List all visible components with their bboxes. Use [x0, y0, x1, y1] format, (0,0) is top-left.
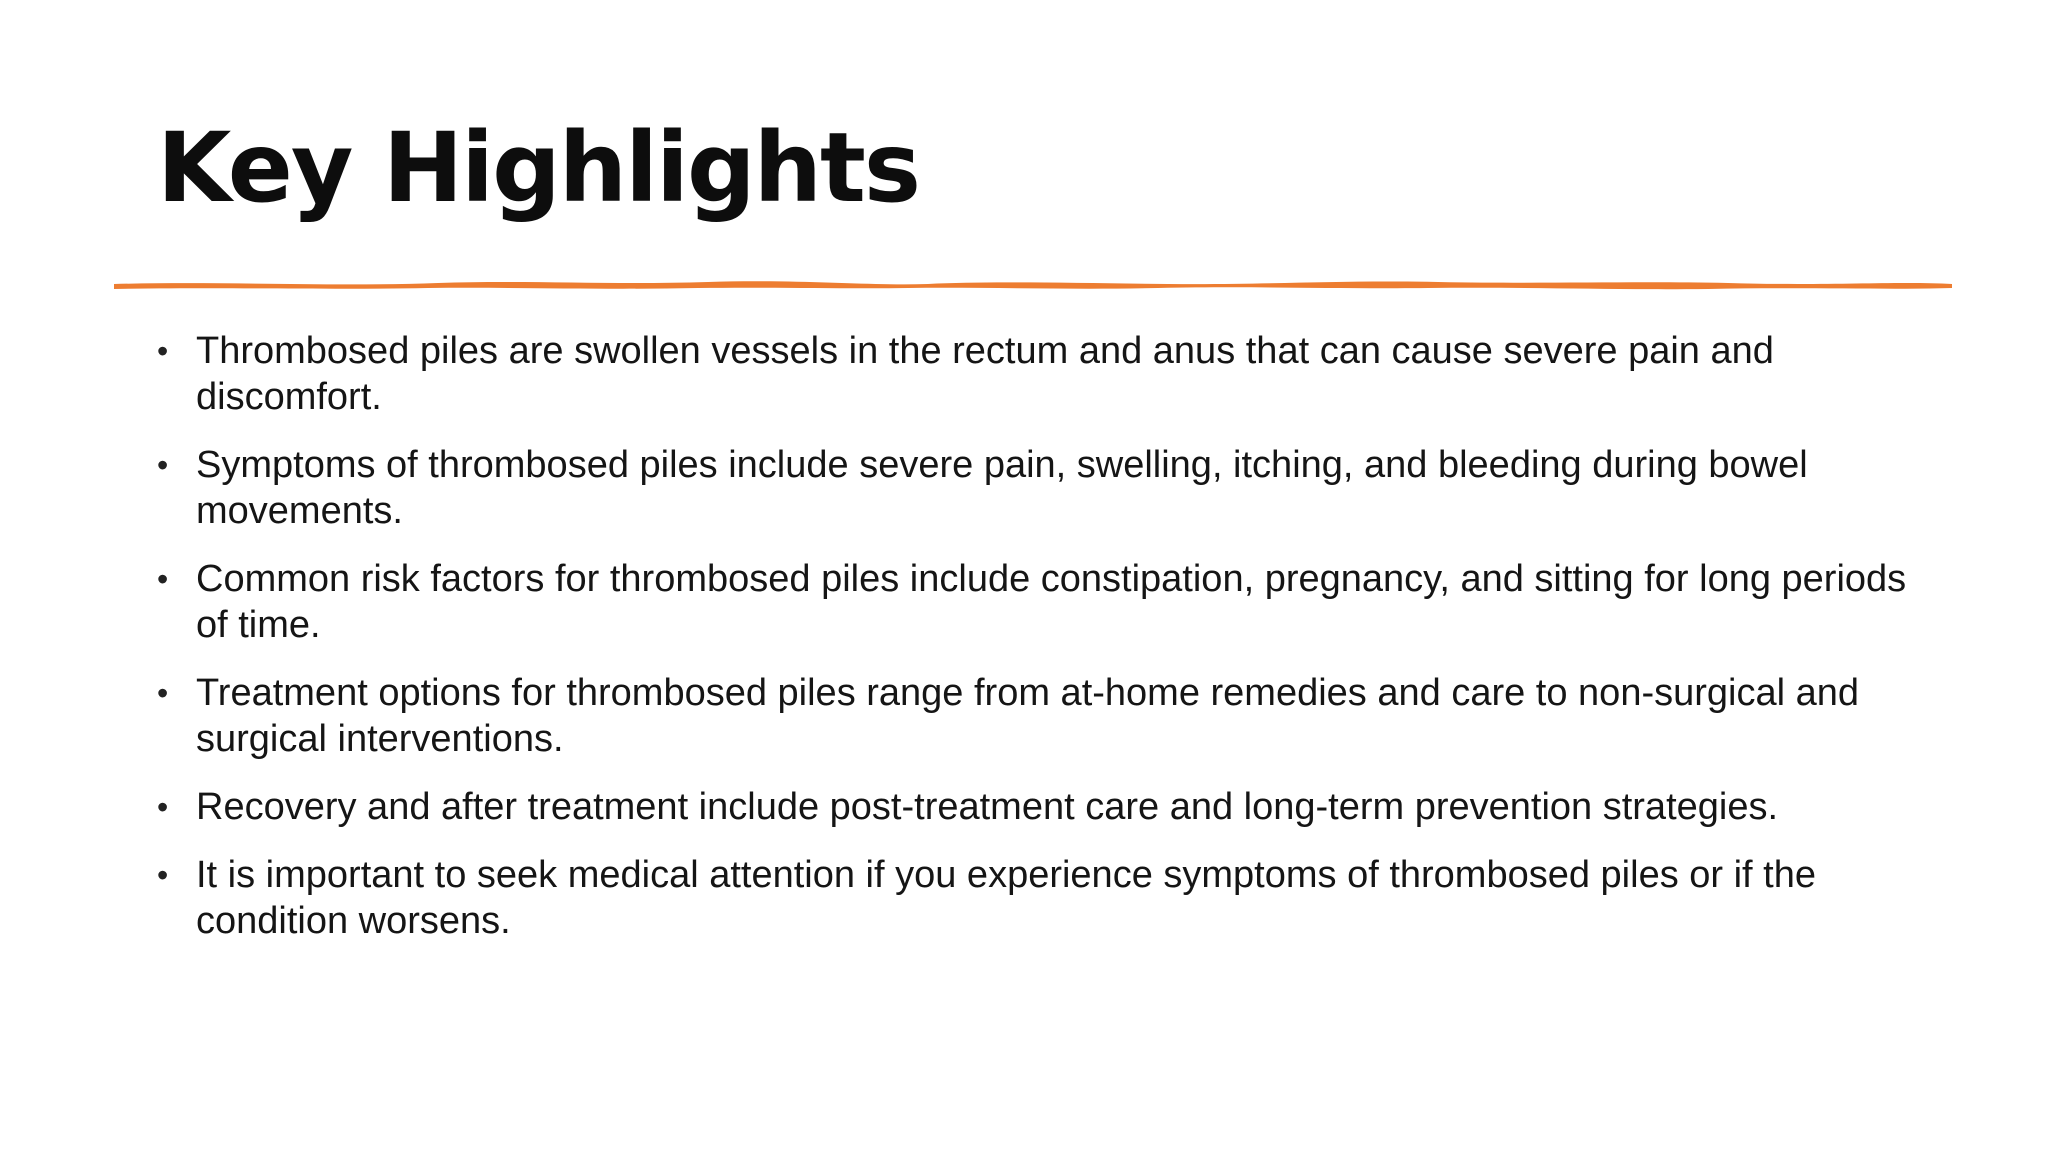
bullet-item	[157, 556, 1937, 648]
bullet-text: It is important to seek medical attention if you experience symptoms of thrombosed piles or if the condition worsens.	[196, 854, 1816, 942]
bullet-point-icon: •	[157, 561, 169, 597]
bullet-item	[157, 328, 1937, 420]
bullet-point-icon: •	[157, 447, 169, 483]
bullet-point-icon: •	[157, 789, 169, 825]
bullet-text: Thrombosed piles are swollen vessels in the rectum and anus that can cause severe pain and discomfort.	[196, 330, 1774, 418]
bullet-text: Treatment options for thrombosed piles range from at-home remedies and care to non-surgical and surgical interventions.	[196, 672, 1860, 760]
bullet-point-icon: •	[157, 675, 169, 711]
bullet-text: Symptoms of thrombosed piles include severe pain, swelling, itching, and bleeding during bowel movements.	[196, 444, 1808, 532]
slide-title: Key Highlights	[157, 112, 920, 224]
bullet-item	[157, 784, 1937, 830]
bullet-item	[157, 670, 1937, 762]
bullet-text: Recovery and after treatment include post-treatment care and long-term prevention strategies.	[196, 786, 1779, 828]
bullet-item	[157, 852, 1937, 944]
bullet-text: Common risk factors for thrombosed piles include constipation, pregnancy, and sitting for long periods of time.	[196, 558, 1907, 646]
bullet-item	[157, 442, 1937, 534]
accent-underline	[108, 268, 1958, 302]
bullet-point-icon: •	[157, 857, 169, 893]
bullet-point-icon: •	[157, 333, 169, 369]
bullet-list	[157, 328, 1937, 966]
